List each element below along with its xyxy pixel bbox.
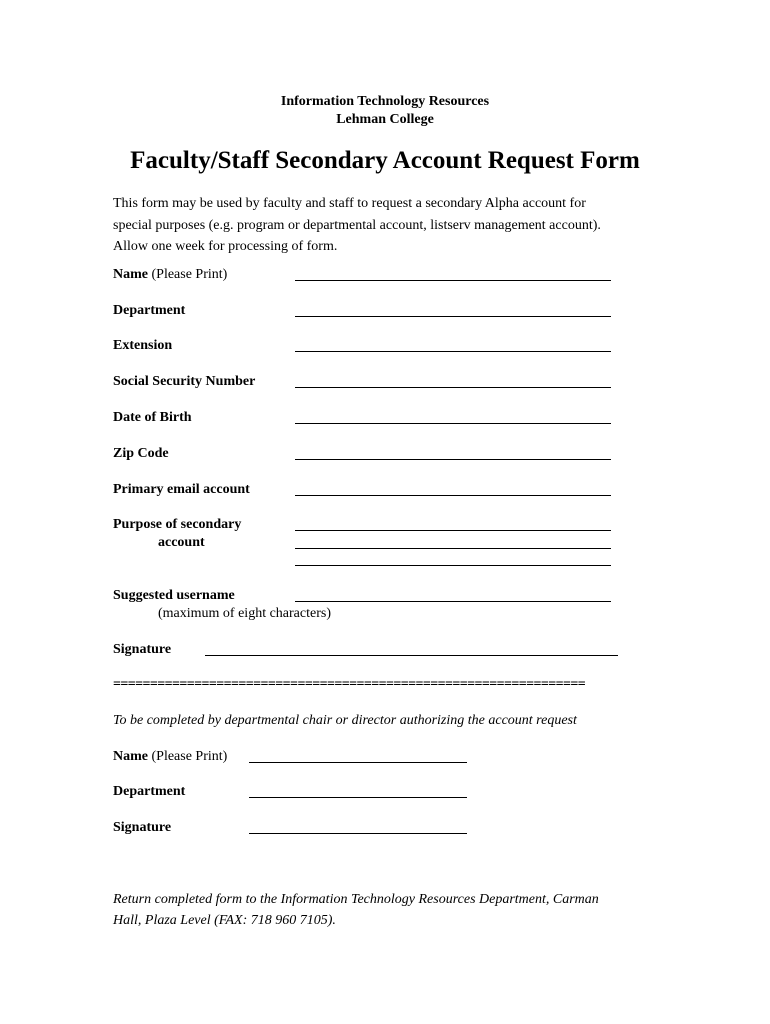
authorizer-department-label — [113, 783, 185, 801]
intro-line: This form may be used by faculty and staff to request a secondary Alpha account for — [113, 196, 586, 211]
intro-line: special purposes (e.g. program or departmental account, listserv management account). — [113, 217, 601, 233]
ssn-field[interactable] — [295, 387, 611, 388]
department-label — [113, 302, 185, 320]
signature-field[interactable] — [205, 655, 618, 656]
zip-label — [113, 445, 169, 463]
email-label-text: Primary email account — [113, 482, 250, 497]
authorizer-signature-field[interactable] — [249, 833, 467, 834]
intro-paragraph — [113, 193, 673, 258]
department-field[interactable] — [295, 316, 611, 317]
name-hint: (Please Print) — [151, 267, 228, 282]
return-instructions — [113, 890, 599, 931]
extension-label-text: Extension — [113, 338, 173, 353]
purpose-field-line-2[interactable] — [295, 548, 611, 549]
ssn-label-text: Social Security Number — [113, 374, 256, 389]
return-instructions-line: Hall, Plaza Level (FAX: 718 960 7105). — [113, 912, 336, 928]
authorizer-name-field[interactable] — [249, 762, 467, 763]
authorizer-signature-label — [113, 819, 171, 837]
zip-field[interactable] — [295, 459, 611, 460]
name-label-text: Name — [113, 267, 148, 282]
purpose-field-line-3[interactable] — [295, 565, 611, 566]
page-title: Faculty/Staff Secondary Account Request Form — [130, 147, 640, 174]
authorizer-name-hint: (Please Print) — [151, 749, 228, 764]
return-instructions-line: Return completed form to the Information Technology Resources Department, Carman — [113, 892, 599, 907]
signature-label — [113, 641, 171, 659]
purpose-label-continued: account — [158, 535, 205, 550]
section-divider: ================================================================ — [113, 677, 586, 692]
extension-field[interactable] — [295, 351, 611, 352]
username-field[interactable] — [295, 601, 611, 602]
purpose-field-line-1[interactable] — [295, 530, 611, 531]
purpose-label — [113, 516, 241, 534]
intro-line: Allow one week for processing of form. — [113, 239, 338, 254]
ssn-label — [113, 373, 255, 391]
email-label — [113, 481, 250, 499]
dob-label — [113, 409, 192, 427]
dob-field[interactable] — [295, 423, 611, 424]
extension-label — [113, 337, 172, 355]
name-field[interactable] — [295, 280, 611, 281]
dob-label-text: Date of Birth — [113, 410, 192, 425]
authorizer-instruction-text: To be completed by departmental chair or director authorizing the account request — [113, 713, 577, 728]
authorizer-name-label-text: Name — [113, 749, 148, 764]
signature-label-text: Signature — [113, 642, 172, 657]
authorizer-name-label — [113, 748, 227, 766]
authorizer-signature-label-text: Signature — [113, 820, 172, 835]
header-college: Lehman College — [336, 112, 434, 127]
username-label-text: Suggested username — [113, 588, 235, 603]
username-hint: (maximum of eight characters) — [158, 606, 331, 621]
authorizer-instruction — [113, 711, 577, 732]
name-label — [113, 266, 227, 284]
authorizer-department-field[interactable] — [249, 797, 467, 798]
purpose-label-text: Purpose of secondary — [113, 517, 242, 532]
header-org: Information Technology Resources — [280, 94, 490, 109]
department-label-text: Department — [113, 303, 186, 318]
username-label — [113, 587, 235, 605]
email-field[interactable] — [295, 495, 611, 496]
authorizer-department-label-text: Department — [113, 784, 186, 799]
zip-label-text: Zip Code — [113, 446, 169, 461]
